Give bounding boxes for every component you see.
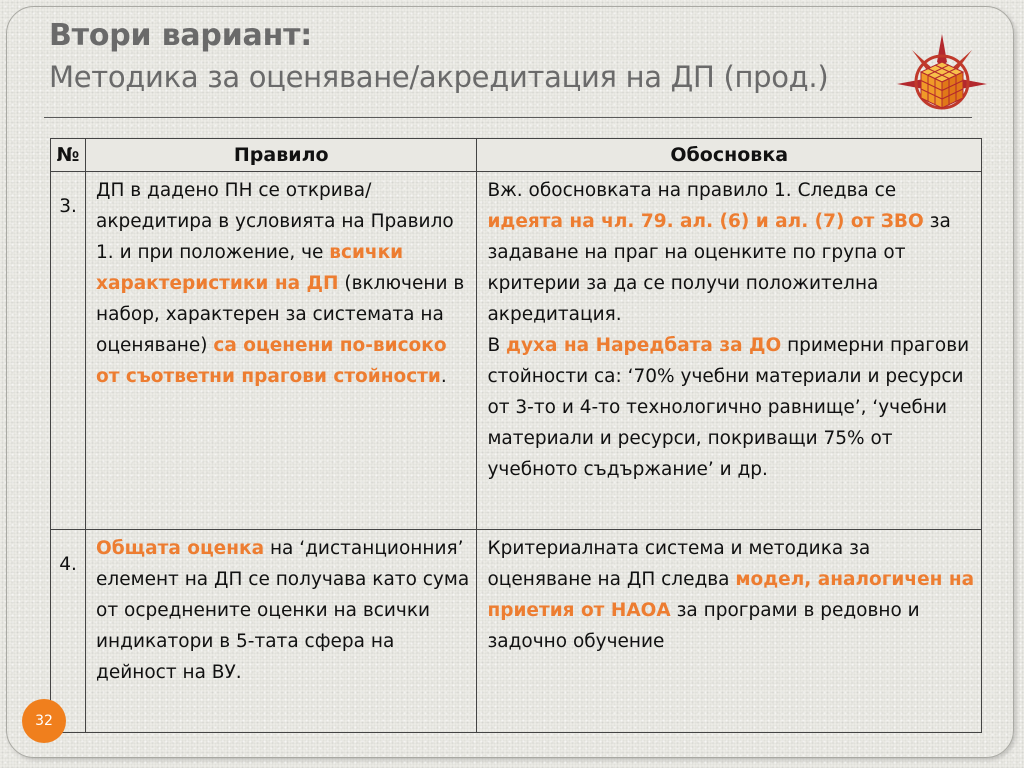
text-run: ДП в дадено ПН се открива/акредитира в условията на Правило 1. и при положение, че (96, 180, 454, 263)
row-number: 4. (51, 530, 86, 733)
highlighted-text: Общата оценка (96, 538, 265, 559)
justification-paragraph (487, 175, 977, 330)
text-run: Вж. обосновката на правило 1. Следва се (487, 180, 897, 201)
highlighted-text: духа на Наредбата за ДО (506, 335, 782, 356)
justification-paragraph (487, 330, 977, 485)
text-run: за програми в редовно и задочно обучение (487, 600, 920, 652)
header-justification: Обосновка (477, 139, 982, 172)
text-run: на ‘дистанционния’ елемент на ДП се получава като сума от осреднените оценки на всички индикатори в 5-тата сфера на дейност на ВУ. (96, 538, 470, 683)
table-header-row (51, 139, 982, 172)
text-run: Критериалната система и методика за оценяване на ДП следва (487, 538, 871, 590)
highlighted-text: са оценени по-високо от съответни прагови стойности (96, 335, 447, 387)
justification-paragraph (487, 533, 977, 657)
rules-table (50, 138, 982, 733)
text-run: . (440, 366, 447, 387)
rule-cell (86, 172, 477, 530)
compass-cube-logo (893, 32, 991, 114)
slide-subtitle: Методика за оценяване/акредитация на ДП (прод.) (49, 60, 829, 94)
header-rule: Правило (86, 139, 477, 172)
text-run: примерни прагови стойности са: ‘70% учебни материали и ресурси от 3-то и 4-то технологично равнище’, ‘учебни материали и ресурси, покриващи 75% от учебното съдържание’ и др. (487, 335, 970, 480)
row-number: 3. (51, 172, 86, 530)
highlighted-text: идеята на чл. 79. ал. (6) и ал. (7) от ЗВО (487, 211, 924, 232)
text-run: В (487, 335, 507, 356)
title-divider (44, 117, 972, 118)
text-run: за задаване на праг на оценките по група от критерии за да се получи положителна акредитация. (487, 211, 951, 325)
page-number-badge: 32 (22, 699, 66, 743)
table-row (51, 172, 982, 530)
rule-text (96, 175, 470, 392)
table-row (51, 530, 982, 733)
rule-text (96, 533, 470, 688)
text-run: (включени в набор, характерен за системата на оценяване) (96, 273, 465, 356)
slide-title: Втори вариант: (49, 18, 313, 53)
header-number: № (51, 139, 86, 172)
justification-cell (477, 530, 982, 733)
highlighted-text: всички характеристики на ДП (96, 242, 404, 294)
highlighted-text: модел, аналогичен на приетия от НАОА (487, 569, 975, 621)
rule-cell (86, 530, 477, 733)
justification-cell (477, 172, 982, 530)
